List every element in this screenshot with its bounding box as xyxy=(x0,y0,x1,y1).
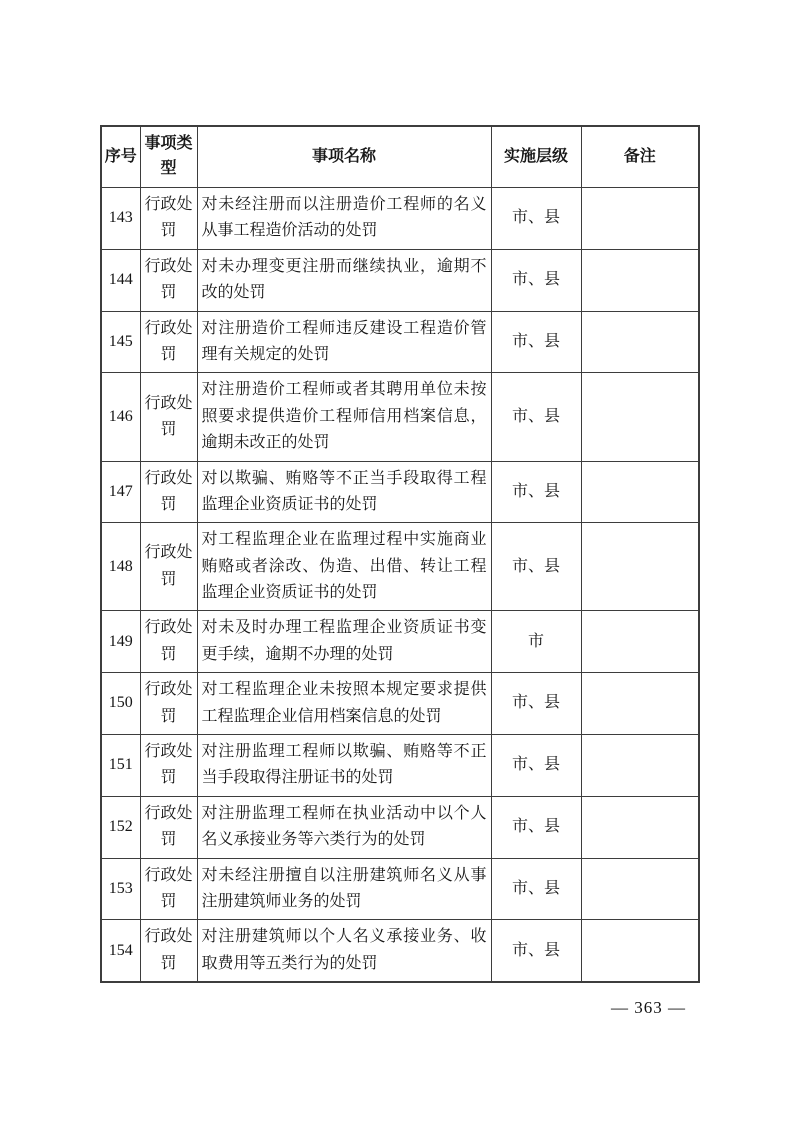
row-seq-cell: 148 xyxy=(101,523,140,611)
row-level-cell: 市、县 xyxy=(491,735,581,797)
row-remark-cell xyxy=(581,735,699,797)
row-seq-cell: 146 xyxy=(101,373,140,461)
row-level-cell: 市、县 xyxy=(491,188,581,250)
row-type-cell: 行政处罚 xyxy=(140,249,197,311)
row-level-cell: 市、县 xyxy=(491,311,581,373)
row-seq-cell: 143 xyxy=(101,188,140,250)
table-row xyxy=(101,188,699,250)
row-type-cell: 行政处罚 xyxy=(140,373,197,461)
row-name-cell: 对以欺骗、贿赂等不正当手段取得工程监理企业资质证书的处罚 xyxy=(197,461,491,523)
row-remark-cell xyxy=(581,673,699,735)
row-type-cell: 行政处罚 xyxy=(140,735,197,797)
col-header-remark: 备注 xyxy=(581,126,699,188)
table-row xyxy=(101,249,699,311)
row-type-cell: 行政处罚 xyxy=(140,311,197,373)
row-level-cell: 市 xyxy=(491,611,581,673)
row-name-cell: 对注册监理工程师以欺骗、贿赂等不正当手段取得注册证书的处罚 xyxy=(197,735,491,797)
row-level-cell: 市、县 xyxy=(491,673,581,735)
row-name-cell: 对注册造价工程师或者其聘用单位未按照要求提供造价工程师信用档案信息，逾期未改正的处罚 xyxy=(197,373,491,461)
table-row xyxy=(101,858,699,920)
table-row xyxy=(101,611,699,673)
items-table xyxy=(100,125,700,983)
table-row xyxy=(101,673,699,735)
row-type-cell: 行政处罚 xyxy=(140,796,197,858)
table-row xyxy=(101,311,699,373)
row-type-cell: 行政处罚 xyxy=(140,673,197,735)
row-level-cell: 市、县 xyxy=(491,461,581,523)
table-row xyxy=(101,796,699,858)
row-name-cell: 对未及时办理工程监理企业资质证书变更手续，逾期不办理的处罚 xyxy=(197,611,491,673)
row-remark-cell xyxy=(581,373,699,461)
row-name-cell: 对未经注册擅自以注册建筑师名义从事注册建筑师业务的处罚 xyxy=(197,858,491,920)
table-row xyxy=(101,523,699,611)
row-remark-cell xyxy=(581,611,699,673)
row-seq-cell: 151 xyxy=(101,735,140,797)
row-seq-cell: 154 xyxy=(101,920,140,982)
row-seq-cell: 149 xyxy=(101,611,140,673)
row-remark-cell xyxy=(581,523,699,611)
row-seq-cell: 144 xyxy=(101,249,140,311)
row-name-cell: 对未办理变更注册而继续执业，逾期不改的处罚 xyxy=(197,249,491,311)
row-remark-cell xyxy=(581,188,699,250)
row-type-cell: 行政处罚 xyxy=(140,523,197,611)
table-row xyxy=(101,735,699,797)
row-remark-cell xyxy=(581,858,699,920)
table-row xyxy=(101,373,699,461)
row-level-cell: 市、县 xyxy=(491,523,581,611)
page-number: — 363 — xyxy=(611,998,686,1017)
row-seq-cell: 147 xyxy=(101,461,140,523)
row-level-cell: 市、县 xyxy=(491,920,581,982)
table-row xyxy=(101,461,699,523)
row-name-cell: 对注册监理工程师在执业活动中以个人名义承接业务等六类行为的处罚 xyxy=(197,796,491,858)
row-level-cell: 市、县 xyxy=(491,796,581,858)
row-remark-cell xyxy=(581,249,699,311)
row-type-cell: 行政处罚 xyxy=(140,920,197,982)
row-type-cell: 行政处罚 xyxy=(140,611,197,673)
row-seq-cell: 150 xyxy=(101,673,140,735)
row-level-cell: 市、县 xyxy=(491,249,581,311)
row-name-cell: 对工程监理企业在监理过程中实施商业贿赂或者涂改、伪造、出借、转让工程监理企业资质证书的处罚 xyxy=(197,523,491,611)
row-name-cell: 对注册造价工程师违反建设工程造价管理有关规定的处罚 xyxy=(197,311,491,373)
row-seq-cell: 152 xyxy=(101,796,140,858)
table-row xyxy=(101,920,699,982)
col-header-level: 实施层级 xyxy=(491,126,581,188)
row-level-cell: 市、县 xyxy=(491,373,581,461)
row-level-cell: 市、县 xyxy=(491,858,581,920)
row-type-cell: 行政处罚 xyxy=(140,858,197,920)
row-seq-cell: 153 xyxy=(101,858,140,920)
col-header-seq: 序号 xyxy=(101,126,140,188)
col-header-name: 事项名称 xyxy=(197,126,491,188)
row-name-cell: 对注册建筑师以个人名义承接业务、收取费用等五类行为的处罚 xyxy=(197,920,491,982)
row-remark-cell xyxy=(581,461,699,523)
row-remark-cell xyxy=(581,920,699,982)
row-type-cell: 行政处罚 xyxy=(140,461,197,523)
row-name-cell: 对未经注册而以注册造价工程师的名义从事工程造价活动的处罚 xyxy=(197,188,491,250)
table-header-row xyxy=(101,126,699,188)
row-seq-cell: 145 xyxy=(101,311,140,373)
row-name-cell: 对工程监理企业未按照本规定要求提供工程监理企业信用档案信息的处罚 xyxy=(197,673,491,735)
row-remark-cell xyxy=(581,796,699,858)
col-header-type: 事项类型 xyxy=(140,126,197,188)
row-type-cell: 行政处罚 xyxy=(140,188,197,250)
row-remark-cell xyxy=(581,311,699,373)
